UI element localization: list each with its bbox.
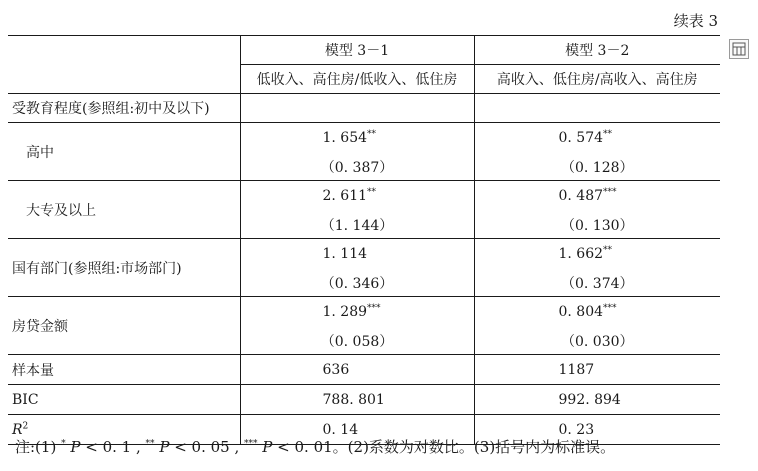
row-label: 高中 bbox=[8, 123, 240, 181]
table-row bbox=[8, 239, 720, 270]
sig-stars: ** bbox=[367, 187, 377, 198]
sig-stars: *** bbox=[603, 187, 617, 198]
std-error: （0. 030） bbox=[474, 327, 720, 355]
row-label: 国有部门(参照组:市场部门) bbox=[8, 239, 240, 297]
coef-value: 0. 804 bbox=[558, 304, 604, 320]
std-error: （1. 144） bbox=[240, 211, 474, 239]
sig-stars: ** bbox=[603, 245, 613, 256]
table-row bbox=[8, 385, 720, 415]
std-error: （0. 058） bbox=[240, 327, 474, 355]
stat-label: BIC bbox=[8, 385, 240, 415]
coef-value: 0. 487 bbox=[558, 188, 604, 204]
model-2-subheader: 高收入、低住房/高收入、高住房 bbox=[474, 65, 720, 94]
std-error: （0. 387） bbox=[240, 153, 474, 181]
header-blank-cell bbox=[8, 36, 240, 65]
stat-value: 788. 801 bbox=[240, 385, 474, 415]
coef-value: 0. 574 bbox=[558, 130, 604, 146]
stat-label: $R^2$ bbox=[8, 415, 240, 445]
coef-value: 1. 114 bbox=[322, 246, 368, 262]
std-error: （0. 374） bbox=[474, 269, 720, 297]
table-footnote: 注:(1) * P < 0. 1 , ** P < 0. 05 , *** P < 0. 01。(2)系数为对数比。(3)括号内为标准误。 bbox=[15, 438, 616, 456]
regression-table bbox=[8, 35, 720, 445]
table-row bbox=[8, 297, 720, 328]
model-1-subheader: 低收入、高住房/低收入、低住房 bbox=[240, 65, 474, 94]
stat-value: 992. 894 bbox=[474, 385, 720, 415]
coef-value: 1. 662 bbox=[558, 246, 604, 262]
sig-stars: *** bbox=[367, 303, 381, 314]
table-row bbox=[8, 181, 720, 212]
row-label: 房贷金额 bbox=[8, 297, 240, 355]
stat-value: 1187 bbox=[474, 355, 720, 385]
stat-value: 636 bbox=[240, 355, 474, 385]
std-error: （0. 128） bbox=[474, 153, 720, 181]
std-error: （0. 346） bbox=[240, 269, 474, 297]
model-1-header: 模型 3－1 bbox=[240, 36, 474, 65]
std-error: （0. 130） bbox=[474, 211, 720, 239]
table-row bbox=[8, 123, 720, 154]
stat-label: 样本量 bbox=[8, 355, 240, 385]
sig-stars: *** bbox=[603, 303, 617, 314]
coef-value: 1. 654 bbox=[322, 130, 368, 146]
coef-value: 1. 289 bbox=[322, 304, 368, 320]
stat-value: 0. 23 bbox=[474, 415, 720, 445]
continued-table-label: 续表 3 bbox=[673, 12, 718, 30]
education-section-label: 受教育程度(参照组:初中及以下) bbox=[12, 101, 210, 117]
sig-stars: ** bbox=[367, 129, 377, 140]
stat-value: 0. 14 bbox=[240, 415, 474, 445]
table-row bbox=[8, 355, 720, 385]
row-label: 大专及以上 bbox=[8, 181, 240, 239]
table-view-icon[interactable] bbox=[729, 39, 749, 59]
sig-stars: ** bbox=[603, 129, 613, 140]
coef-value: 2. 611 bbox=[322, 188, 368, 204]
model-2-header: 模型 3－2 bbox=[474, 36, 720, 65]
